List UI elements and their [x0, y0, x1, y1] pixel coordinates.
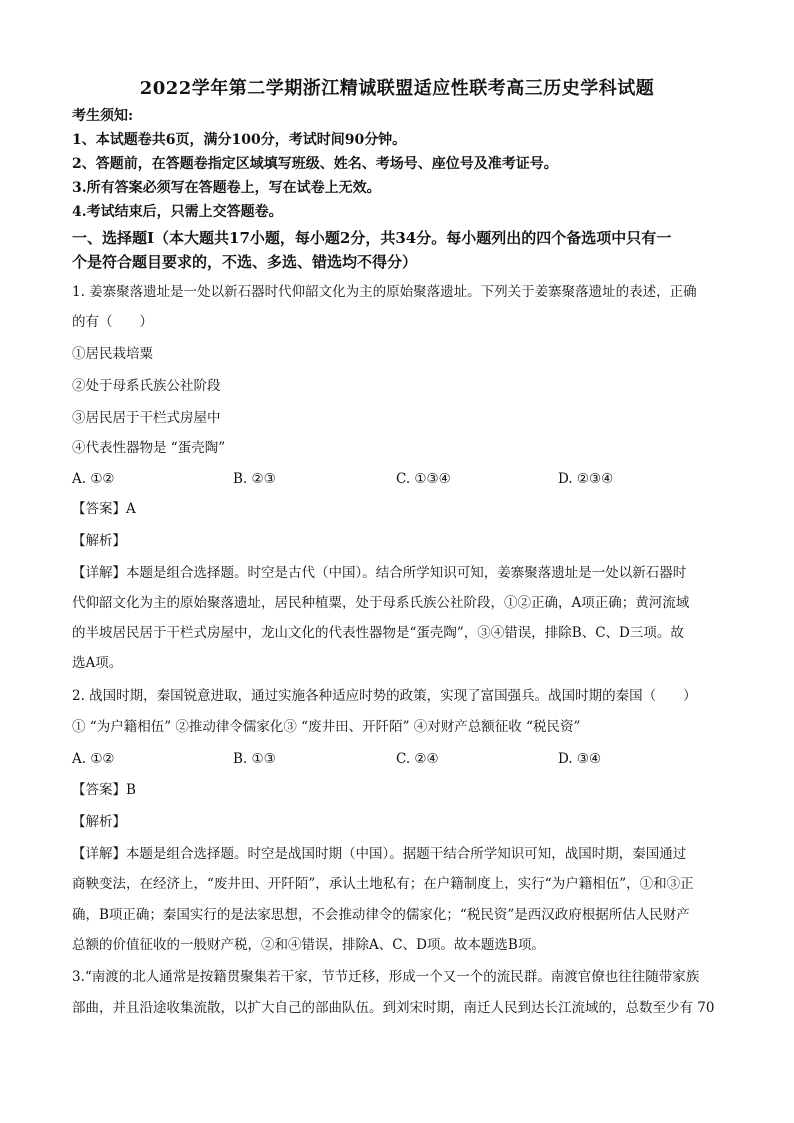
q2-option-b: B. ①③ [233, 751, 276, 767]
q1-detail-line-3: 的半坡居民居于干栏式房屋中，龙山文化的代表性器物是“蛋壳陶”，③④错误，排除B、C、D三项。故 [72, 625, 684, 641]
q3-stem-line-1: 3.“南渡的北人通常是按籍贯聚集若干家，节节迁移，形成一个又一个的流民群。南渡官僚也往往随带家族 [72, 969, 700, 985]
notice-heading: 考生须知: [72, 108, 134, 124]
q1-option-b: B. ②③ [233, 471, 276, 487]
q1-stem-line-2: 的有（ ） [72, 314, 153, 330]
q2-option-d: D. ③④ [558, 751, 602, 767]
notice-item-2: 2、答题前，在答题卷指定区域填写班级、姓名、考场号、座位号及准考证号。 [72, 156, 558, 172]
q1-detail-line-1: 【详解】本题是组合选择题。时空是古代（中国）。结合所学知识可知，姜寨聚落遗址是一处以新石器时 [72, 565, 687, 581]
q1-detail-line-4: 选A项。 [72, 655, 123, 671]
q1-item-2: ②处于母系氏族公社阶段 [72, 378, 221, 394]
q2-detail-line-4: 总额的价值征收的一般财产税，②和④错误，排除A、C、D项。故本题选B项。 [72, 937, 545, 953]
q2-analysis-label: 【解析】 [72, 814, 126, 830]
notice-item-3: 3.所有答案必须写在答题卷上，写在试卷上无效。 [72, 180, 381, 196]
q3-stem-line-2: 部曲，并且沿途收集流散，以扩大自己的部曲队伍。到刘宋时期，南迁人民到达长江流域的，总数至少有 70 [72, 1000, 715, 1016]
q2-option-c: C. ②④ [396, 751, 439, 767]
q1-detail-line-2: 代仰韶文化为主的原始聚落遗址，居民种植粟，处于母系氏族公社阶段，①②正确，A项正确；黄河流域 [72, 595, 690, 611]
q1-item-4: ④代表性器物是 “蛋壳陶” [72, 440, 226, 456]
q2-detail-line-2: 商鞅变法，在经济上，“废井田、开阡陌”，承认土地私有；在户籍制度上，实行“为户籍相伍”，①和③正 [72, 876, 694, 892]
q2-option-a: A. ①② [72, 751, 115, 767]
q2-detail-line-3: 确，B项正确；秦国实行的是法家思想，不会推动律令的儒家化；“税民资”是西汉政府根据所估人民财产 [72, 907, 690, 923]
notice-item-4: 4.考试结束后，只需上交答题卷。 [72, 204, 283, 220]
exam-title: 2022学年第二学期浙江精诚联盟适应性联考高三历史学科试题 [139, 78, 655, 99]
q1-stem-line-1: 1. 姜寨聚落遗址是一处以新石器时代仰韶文化为主的原始聚落遗址。下列关于姜寨聚落遗址的表述，正确 [72, 284, 697, 300]
notice-item-1: 1、本试题卷共6页，满分100分，考试时间90分钟。 [72, 132, 407, 148]
q1-answer: 【答案】A [72, 501, 136, 517]
section-heading-line-1: 一、选择题Ⅰ（本大题共17小题，每小题2分，共34分。每小题列出的四个备选项中只有一 [72, 229, 672, 247]
section-heading-line-2: 个是符合题目要求的，不选、多选、错选均不得分） [72, 253, 418, 271]
q2-stem: 2. 战国时期，秦国锐意进取，通过实施各种适应时势的政策，实现了富国强兵。战国时期的秦国（ ） [72, 688, 697, 704]
q1-item-3: ③居民居于干栏式房屋中 [72, 410, 221, 426]
q1-option-c: C. ①③④ [396, 471, 451, 487]
q1-option-d: D. ②③④ [558, 471, 614, 487]
q1-analysis-label: 【解析】 [72, 533, 126, 549]
q2-detail-line-1: 【详解】本题是组合选择题。时空是战国时期（中国）。据题干结合所学知识可知，战国时期，秦国通过 [72, 846, 687, 862]
q2-answer: 【答案】B [72, 782, 136, 798]
q1-item-1: ①居民栽培粟 [72, 346, 153, 362]
q2-items: ① “为户籍相伍” ②推动律令儒家化③ “废井田、开阡陌” ④对财产总额征收 “税民资” [72, 719, 581, 735]
q1-option-a: A. ①② [72, 471, 115, 487]
